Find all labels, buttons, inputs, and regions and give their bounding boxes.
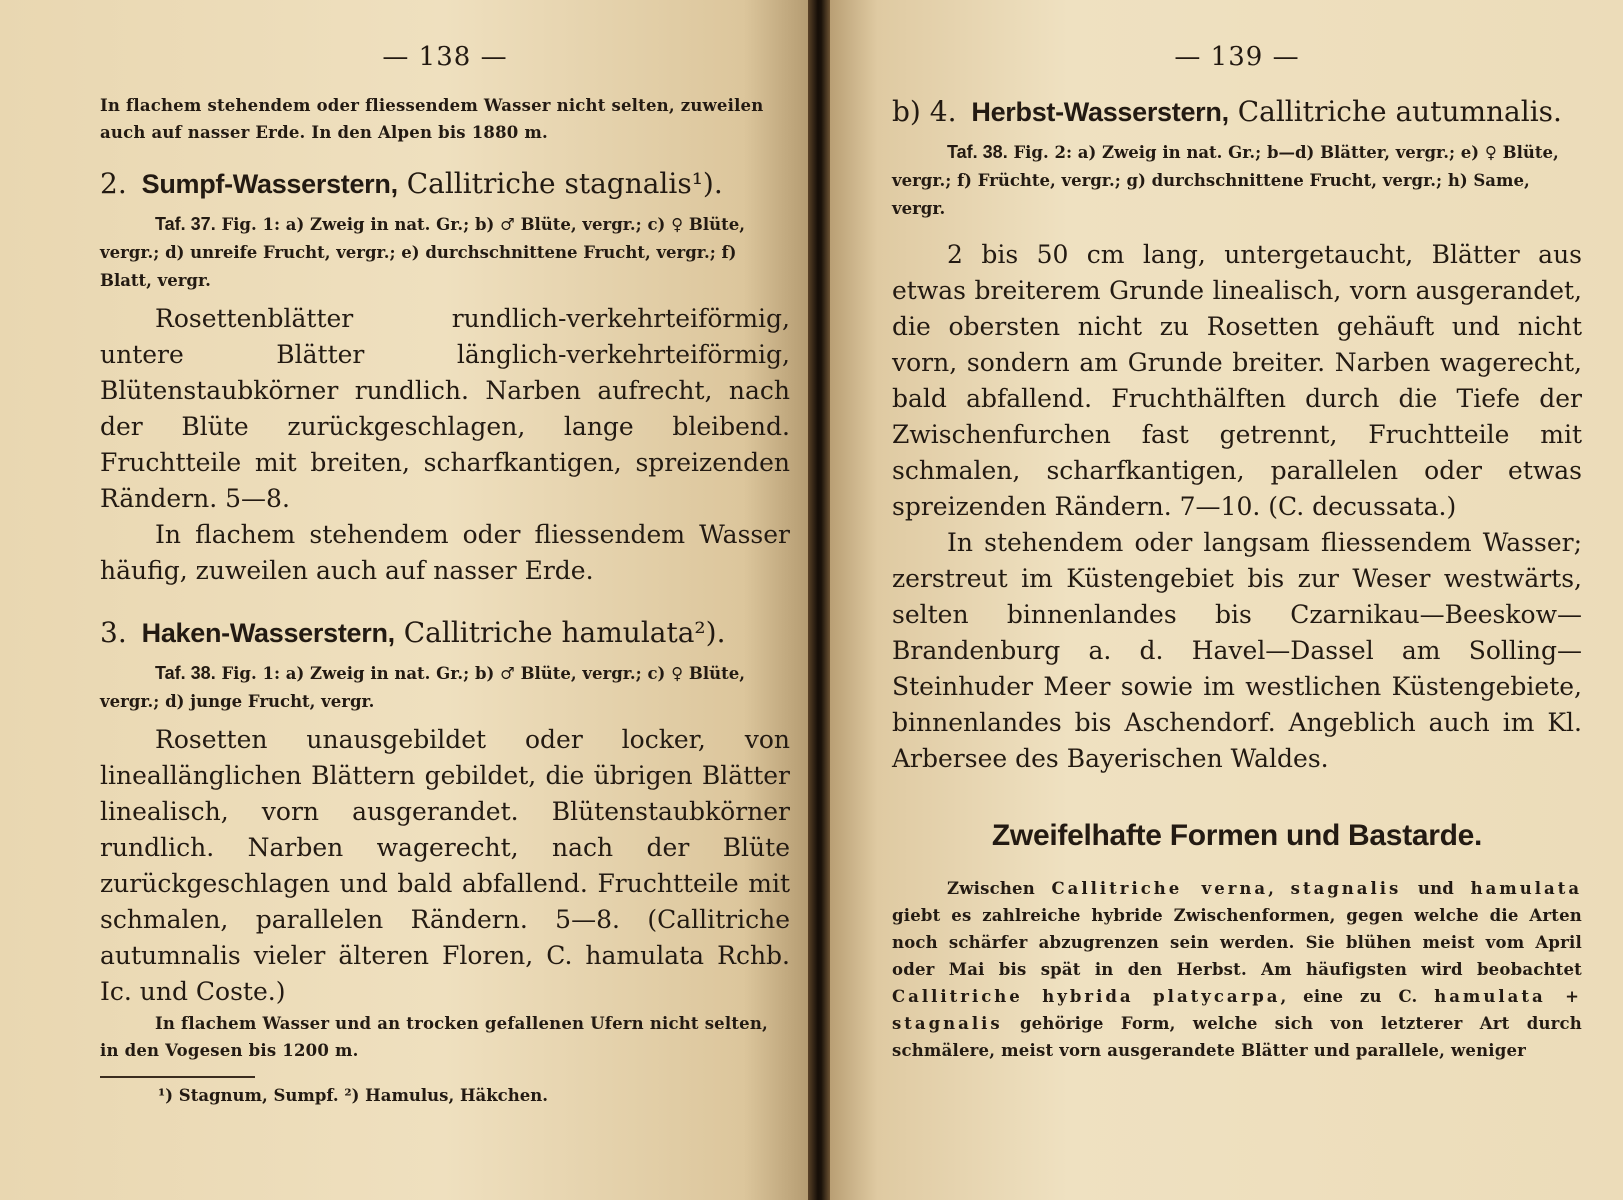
plate-figure-text: Fig. 1: a) Zweig in nat. Gr.; b) ♂ Blüte, vergr.; c) ♀ Blüte, vergr.; d) junge Frucht, vergr. xyxy=(100,664,745,711)
latin-run: Callitriche verna xyxy=(1051,879,1269,898)
text-run: und xyxy=(1417,879,1455,898)
species-habitat: In flachem stehendem oder fliessendem Wasser häufig, zuweilen auch auf nasser Erde. xyxy=(100,520,790,585)
species-number: 4. xyxy=(929,95,957,128)
plate-reference xyxy=(892,138,1582,223)
species-latin-name: Callitriche autumnalis. xyxy=(1237,95,1562,128)
plate-label: Taf. 38. xyxy=(155,663,216,683)
plate-figure-text: Fig. 1: a) Zweig in nat. Gr.; b) ♂ Blüte, vergr.; c) ♀ Blüte, vergr.; d) unreife Frucht, vergr.; e) durchschnittene Frucht, vergr.; f) Blatt, vergr. xyxy=(100,215,745,290)
latin-run: Callitriche hybrida platycarpa xyxy=(892,987,1281,1006)
latin-run: stagnalis xyxy=(1290,879,1402,898)
intro-paragraph: In flachem stehendem oder fliessendem Wasser nicht selten, zuweilen auch auf nasser Erde. In den Alpen bis 1880 m. xyxy=(100,96,764,142)
footnotes: ¹) Stagnum, Sumpf. ²) Hamulus, Häkchen. xyxy=(158,1086,548,1105)
species-number: 3. xyxy=(100,616,127,649)
plate-label: Taf. 37. xyxy=(155,214,216,234)
text-run: , xyxy=(1268,879,1275,898)
left-page xyxy=(0,0,808,1200)
species-heading-2 xyxy=(100,164,790,204)
latin-run: hamulata xyxy=(1470,879,1583,898)
page-number: — 139 — xyxy=(1174,42,1300,72)
section-title: Zweifelhafte Formen und Bastarde. xyxy=(991,819,1483,852)
species-habitat: In flachem Wasser und an trocken gefallenen Ufern nicht selten, in den Vogesen bis 1200 m. xyxy=(100,1014,769,1060)
section-paragraph xyxy=(892,875,1582,1064)
subsection-prefix: b) xyxy=(892,95,921,128)
text-run: Zwischen xyxy=(947,879,1035,898)
species-habitat: In stehendem oder langsam fliessendem Wasser; zerstreut im Küstengebiet bis zur Weser westwärts, selten binnenlandes bis Czarnikau—Beeskow—Brandenburg a. d. Havel—Dassel am Solling—Steinhuder Meer sowie im westlichen Küstengebiete, binnenlandes bis Aschendorf. Angeblich auch im Kl. Arbersee des Bayerischen Waldes. xyxy=(892,528,1582,773)
book-gutter xyxy=(808,0,830,1200)
plate-reference xyxy=(100,659,790,716)
text-run: gehörige Form, welche sich von letzterer Art durch schmälere, meist vorn ausgerandete Blätter und parallele, weniger xyxy=(892,1014,1582,1060)
species-description: Rosettenblätter rundlich-verkehrteiförmig, untere Blätter länglich-verkehrteiförmig, Blütenstaubkörner rundlich. Narben aufrecht, nach der Blüte zurückgeschlagen, lange bleibend. Fruchtteile mit breiten, scharfkantigen, spreizenden Rändern. 5—8. xyxy=(100,304,790,513)
plate-label: Taf. 38. xyxy=(947,142,1008,162)
text-run: , eine zu C. xyxy=(1280,987,1418,1006)
species-heading-4 xyxy=(892,92,1582,132)
species-description: Rosetten unausgebildet oder locker, von lineallänglichen Blättern gebildet, die übrigen Blätter linealisch, vorn ausgerandet. Blütenstaubkörner rundlich. Narben wagerecht, nach der Blüte zurückgeschlagen und bald abfallend. Fruchtteile mit schmalen, parallelen Rändern. 5—8. (Callitriche autumnalis vieler älteren Floren, C. hamulata Rchb. Ic. und Coste.) xyxy=(100,725,790,1006)
species-heading-3 xyxy=(100,613,790,653)
plate-figure-text: Fig. 2: a) Zweig in nat. Gr.; b—d) Blätter, vergr.; e) ♀ Blüte, vergr.; f) Früchte, vergr.; g) durchschnittene Frucht, vergr.; h) Same, vergr. xyxy=(892,143,1559,218)
species-latin-name: Callitriche hamulata²). xyxy=(403,616,726,649)
right-page-content xyxy=(892,42,1582,1064)
species-latin-name: Callitriche stagnalis¹). xyxy=(406,167,723,200)
page-number: — 138 — xyxy=(382,42,508,72)
right-page xyxy=(830,0,1623,1200)
species-description: 2 bis 50 cm lang, untergetaucht, Blätter aus etwas breiterem Grunde linealisch, vorn ausgerandet, die obersten nicht zu Rosetten gehäuft und nicht vorn, sondern am Grunde breiter. Narben wagerecht, bald abfallend. Fruchthälften durch die Tiefe der Zwischenfurchen fast getrennt, Fruchtteile mit schmalen, scharfkantigen, parallelen oder etwas spreizenden Rändern. 7—10. (C. decussata.) xyxy=(892,240,1582,521)
left-page-content xyxy=(100,42,790,1105)
text-run: giebt es zahlreiche hybride Zwischenformen, gegen welche die Arten noch schärfer abzugrenzen sein werden. Sie blühen meist vom April oder Mai bis spät in den Herbst. Am häufigsten wird beobachtet xyxy=(892,906,1582,979)
latin-run: hamulata + stagnalis xyxy=(892,987,1582,1033)
species-common-name: Haken-Wasserstern, xyxy=(141,618,395,648)
species-common-name: Herbst-Wasserstern, xyxy=(971,97,1229,127)
plate-reference xyxy=(100,210,790,295)
species-number: 2. xyxy=(100,167,127,200)
footnote-divider xyxy=(100,1076,255,1078)
species-common-name: Sumpf-Wasserstern, xyxy=(141,169,398,199)
